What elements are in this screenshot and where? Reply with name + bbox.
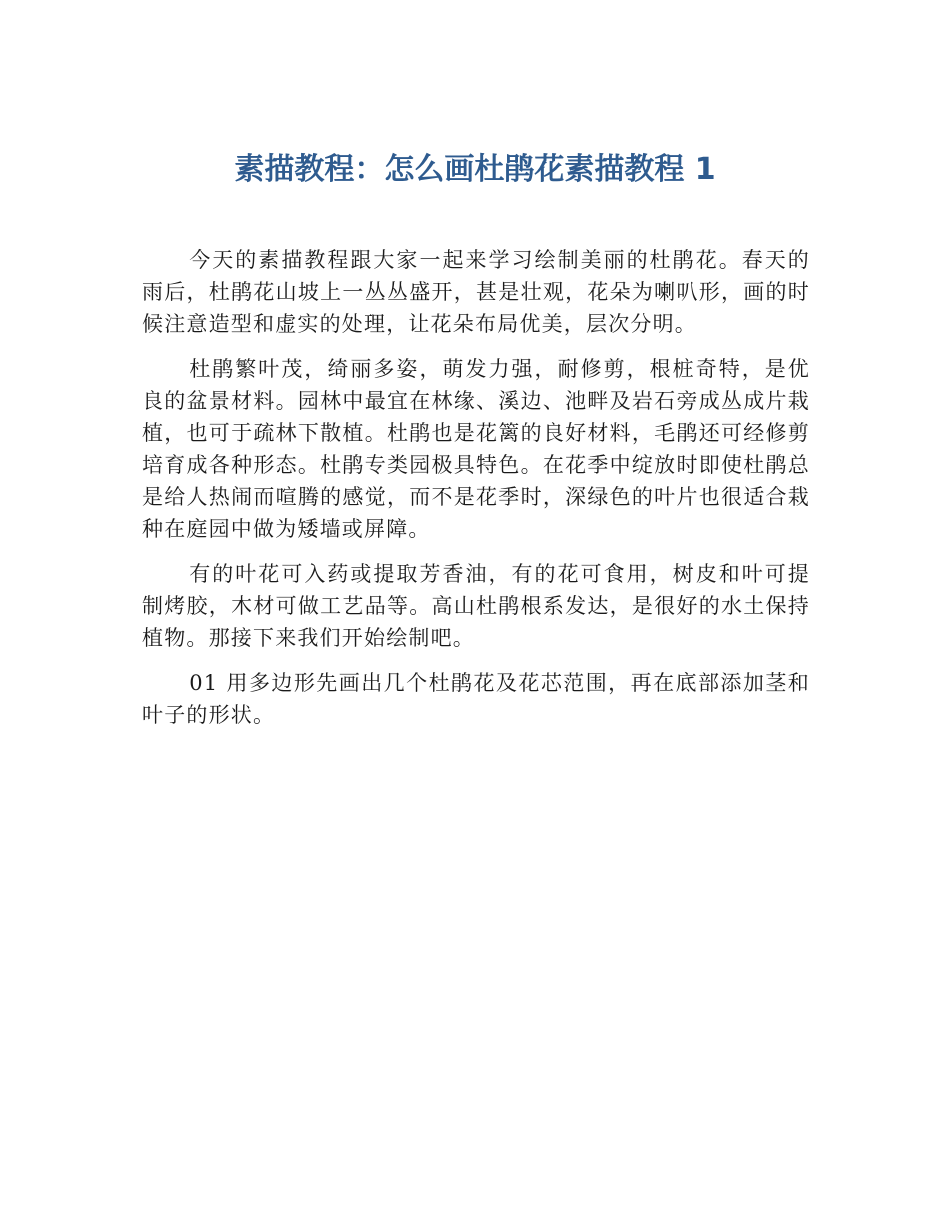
paragraph-uses: 有的叶花可入药或提取芳香油，有的花可食用，树皮和叶可提制烤胶，木材可做工艺品等。高山杜鹃根系发达，是很好的水土保持植物。那接下来我们开始绘制吧。 <box>142 562 810 650</box>
document-body <box>142 244 810 744</box>
page-title: 素描教程：怎么画杜鹃花素描教程 1 <box>234 152 716 187</box>
paragraph-step-01: 01 用多边形先画出几个杜鹃花及花芯范围，再在底部添加茎和叶子的形状。 <box>142 671 810 727</box>
paragraph-characteristics: 杜鹃繁叶茂，绮丽多姿，萌发力强，耐修剪，根桩奇特，是优良的盆景材料。园林中最宜在林缘、溪边、池畔及岩石旁成丛成片栽植，也可于疏林下散植。杜鹃也是花篱的良好材料，毛鹃还可经修剪培育成各种形态。杜鹃专类园极具特色。在花季中绽放时即使杜鹃总是给人热闹而喧腾的感觉，而不是花季时，深绿色的叶片也很适合栽种在庭园中做为矮墙或屏障。 <box>142 357 810 541</box>
paragraph-intro: 今天的素描教程跟大家一起来学习绘制美丽的杜鹃花。春天的雨后，杜鹃花山坡上一丛丛盛开，甚是壮观，花朵为喇叭形，画的时候注意造型和虚实的处理，让花朵布局优美，层次分明。 <box>142 248 810 336</box>
